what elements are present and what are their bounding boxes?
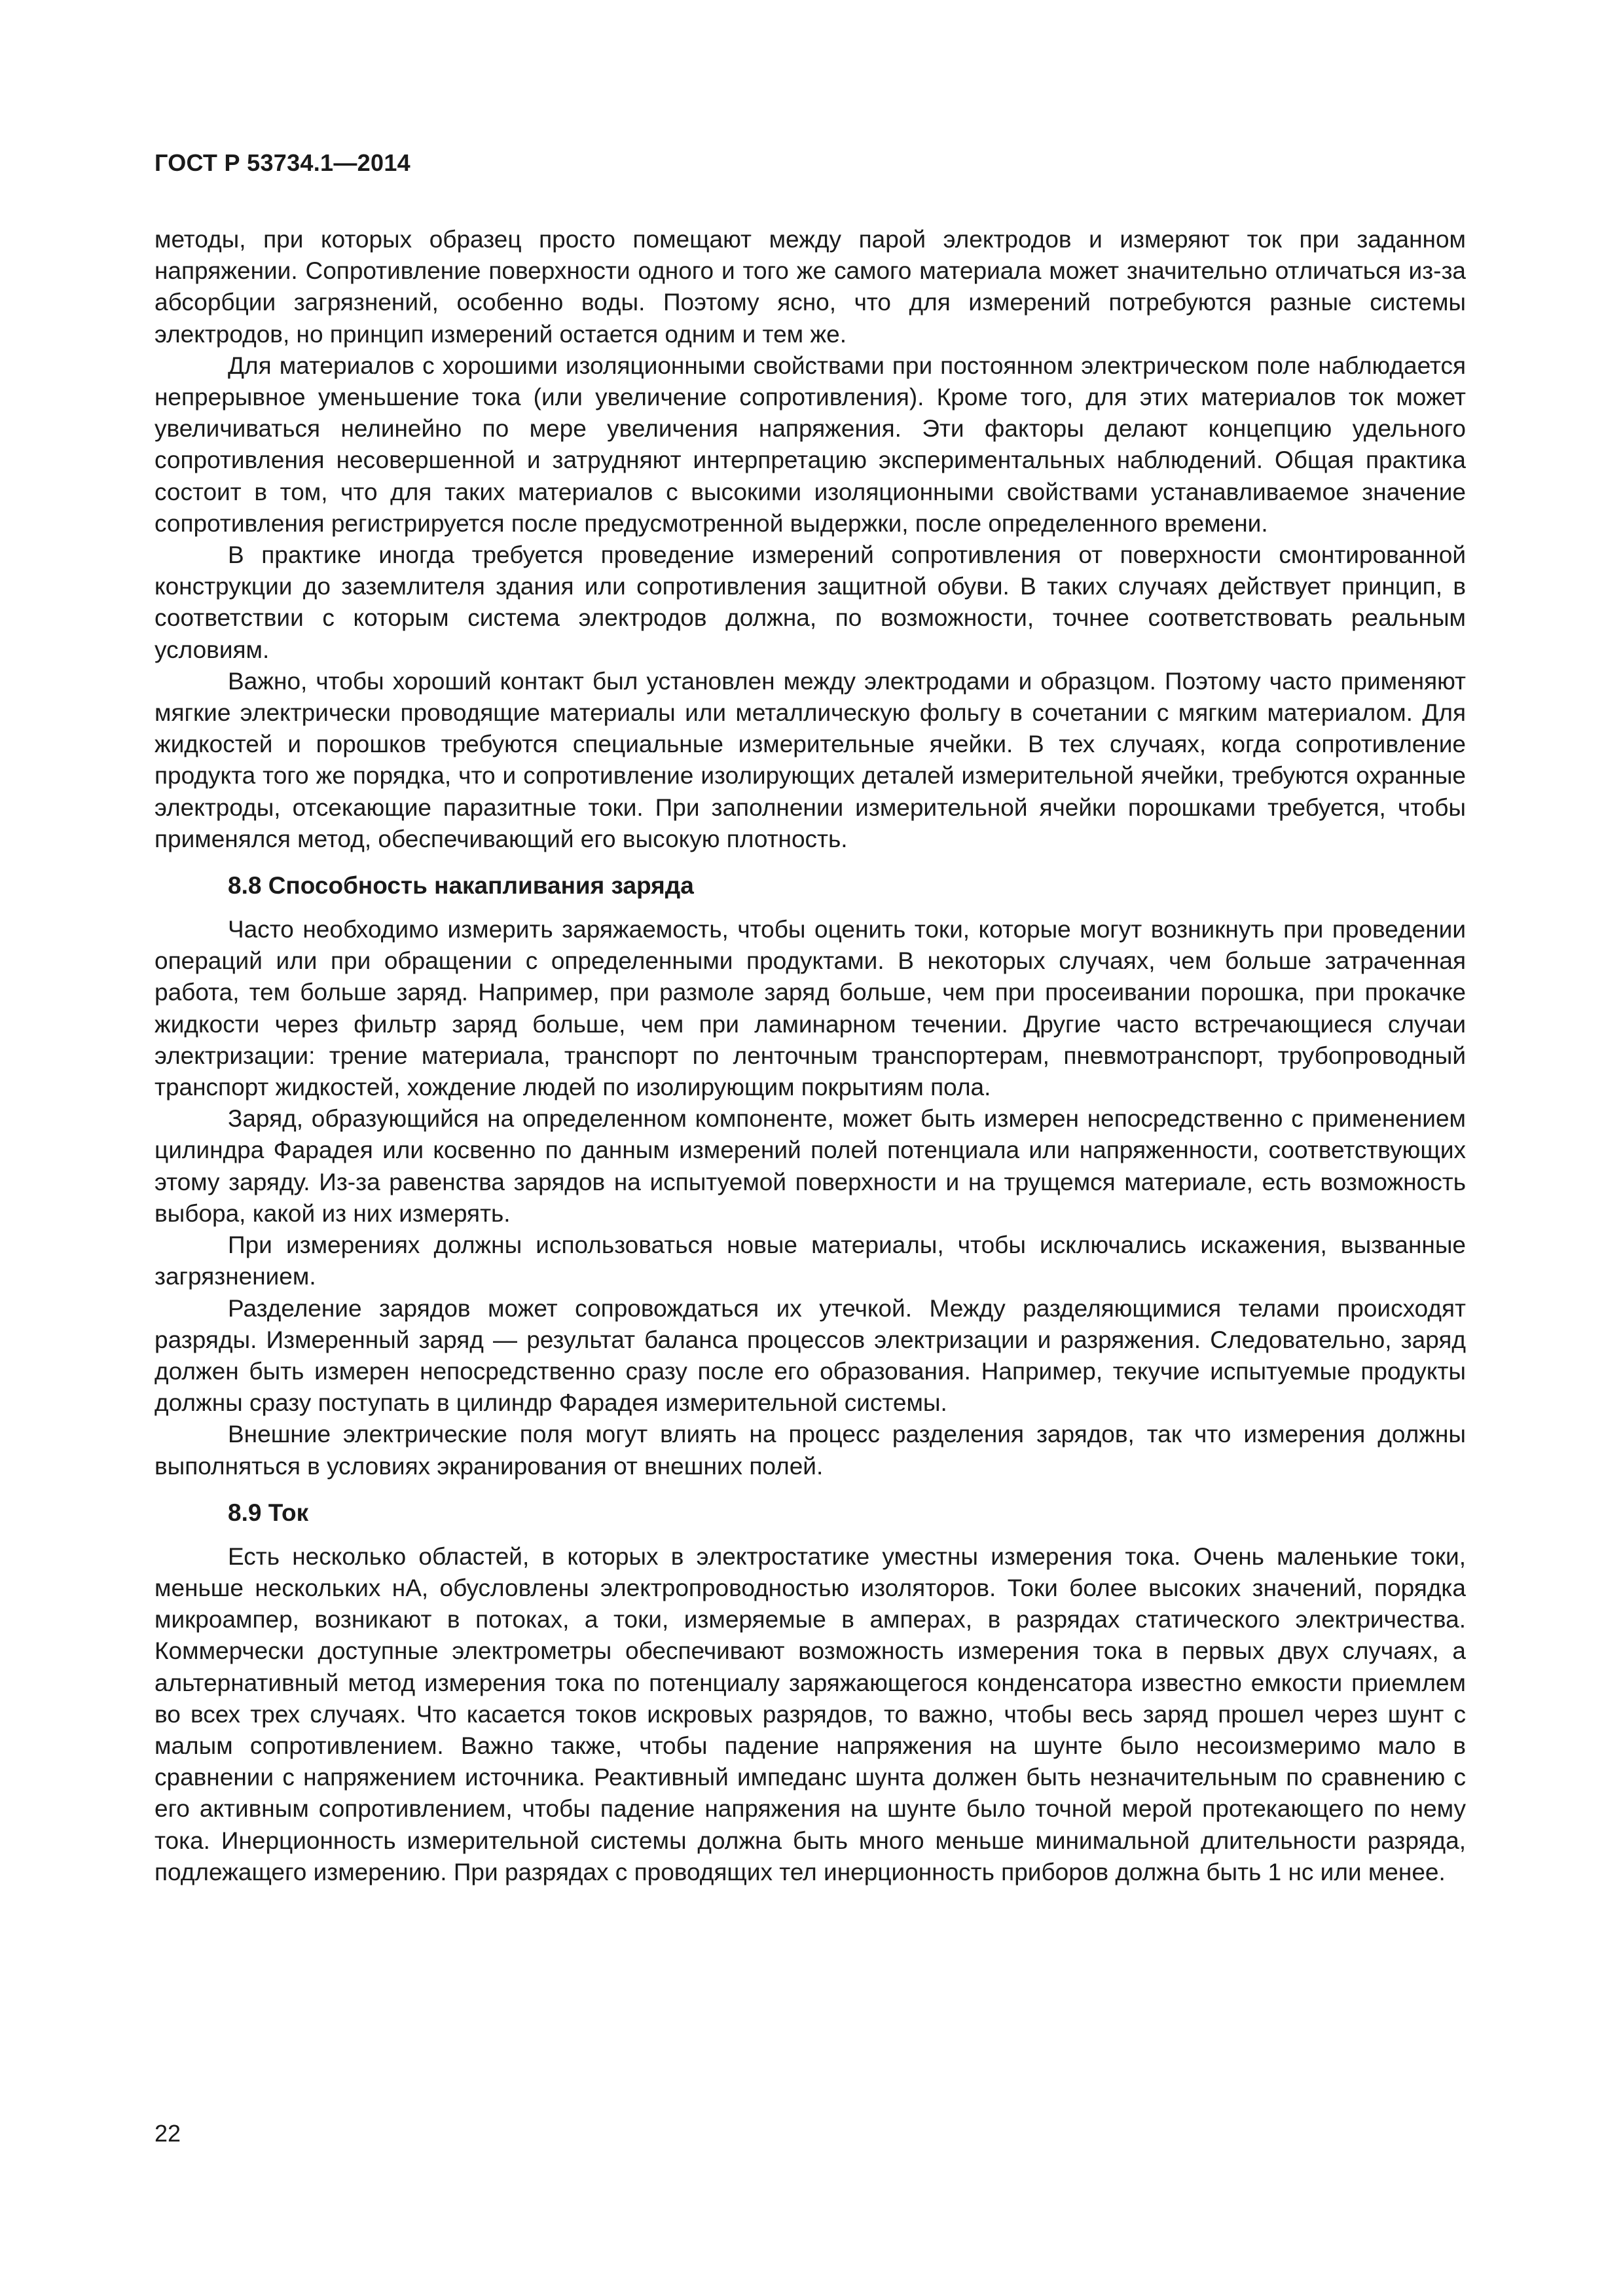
paragraph: В практике иногда требуется проведение измерений сопротивления от поверхности смонтированной конструкции до заземлителя здания или сопротивления защитной обуви. В таких случаях действует принцип, в соответствии с которым система электродов должна, по возможности, точнее соответствовать реальным условиям. (155, 541, 1466, 663)
document-body (155, 224, 1466, 1888)
page-number: 22 (155, 2120, 181, 2147)
paragraph: Заряд, образующийся на определенном компоненте, может быть измерен непосредственно с применением цилиндра Фарадея или косвенно по данным измерений полей потенциала или напряженности, соответствующих этому заряду. Из-за равенства зарядов на испытуемой поверхности и на трущемся материале, есть возможность выбора, какой из них измерять. (155, 1105, 1466, 1227)
paragraph: Часто необходимо измерить заряжаемость, чтобы оценить токи, которые могут возникнуть при проведении операций или при обращении с определенными продуктами. В некоторых случаях, чем больше затраченная работа, тем больше заряд. Например, при размоле заряд больше, чем при просеивании порошка, при прокачке жидкости через фильтр заряд больше, чем при ламинарном течении. Другие часто встречающиеся случаи электризации: трение материала, транспорт по ленточным транспортерам, пневмотранспорт, трубопроводный транспорт жидкостей, хождение людей по изолирующим покрытиям пола. (155, 916, 1466, 1101)
paragraph: Внешние электрические поля могут влиять на процесс разделения зарядов, так что измерения должны выполняться в условиях экранирования от внешних полей. (155, 1421, 1466, 1480)
section-heading-8-8: 8.8 Способность накапливания заряда (228, 872, 694, 900)
paragraph: Для материалов с хорошими изоляционными свойствами при постоянном электрическом поле наблюдается непрерывное уменьшение тока (или увеличение сопротивления). Кроме того, для этих материалов ток может увеличиваться нелинейно по мере увеличения напряжения. Эти факторы делают концепцию удельного сопротивления несовершенной и затрудняют интерпретацию экспериментальных наблюдений. Общая практика состоит в том, что для таких материалов с высокими изоляционными свойствами устанавливаемое значение сопротивления регистрируется после предусмотренной выдержки, после определенного времени. (155, 352, 1466, 537)
paragraph: При измерениях должны использоваться новые материалы, чтобы исключались искажения, вызванные загрязнением. (155, 1231, 1466, 1290)
document-code-header: ГОСТ Р 53734.1—2014 (155, 149, 410, 176)
paragraph: Есть несколько областей, в которых в электростатике уместны измерения тока. Очень маленькие токи, меньше нескольких нА, обусловлены электропроводностью изоляторов. Токи более высоких значений, порядка микроампер, возникают в потоках, а токи, измеряемые в амперах, в разрядах статического электричества. Коммерчески доступные электрометры обеспечивают возможность измерения тока в первых двух случаях, а альтернативный метод измерения тока по потенциалу заряжающегося конденсатора известно емкости приемлем во всех трех случаях. Что касается токов искровых разрядов, то важно, чтобы весь заряд прошел через шунт с малым сопротивлением. Важно также, чтобы падение напряжения на шунте было несоизмеримо мало в сравнении с напряжением источника. Реактивный импеданс шунта должен быть незначительным по сравнению с его активным сопротивлением, чтобы падение напряжения на шунте было точной мерой протекающего по нему тока. Инерционность измерительной системы должна быть много меньше минимальной длительности разряда, подлежащего измерению. При разрядах с проводящих тел инерционность приборов должна быть 1 нс или менее. (155, 1542, 1466, 1886)
paragraph: методы, при которых образец просто помещают между парой электродов и измеряют ток при заданном напряжении. Сопротивление поверхности одного и того же самого материала может значительно отличаться из-за абсорбции загрязнений, особенно воды. Поэтому ясно, что для измерений потребуются разные системы электродов, но принцип измерений остается одним и тем же. (155, 226, 1466, 348)
paragraph: Разделение зарядов может сопровождаться их утечкой. Между разделяющимися телами происходят разряды. Измеренный заряд — результат баланса процессов электризации и разряжения. Следовательно, заряд должен быть измерен непосредственно сразу после его образования. Например, текучие испытуемые продукты должны сразу поступать в цилиндр Фарадея измерительной системы. (155, 1294, 1466, 1417)
section-heading-8-9: 8.9 Ток (228, 1499, 309, 1526)
paragraph: Важно, чтобы хороший контакт был установлен между электродами и образцом. Поэтому часто применяют мягкие электрически проводящие материалы или металлическую фольгу в сочетании с мягким материалом. Для жидкостей и порошков требуются специальные измерительные ячейки. В тех случаях, когда сопротивление продукта того же порядка, что и сопротивление изолирующих деталей измерительной ячейки, требуются охранные электроды, отсекающие паразитные токи. При заполнении измерительной ячейки порошками требуется, чтобы применялся метод, обеспечивающий его высокую плотность. (155, 667, 1466, 852)
